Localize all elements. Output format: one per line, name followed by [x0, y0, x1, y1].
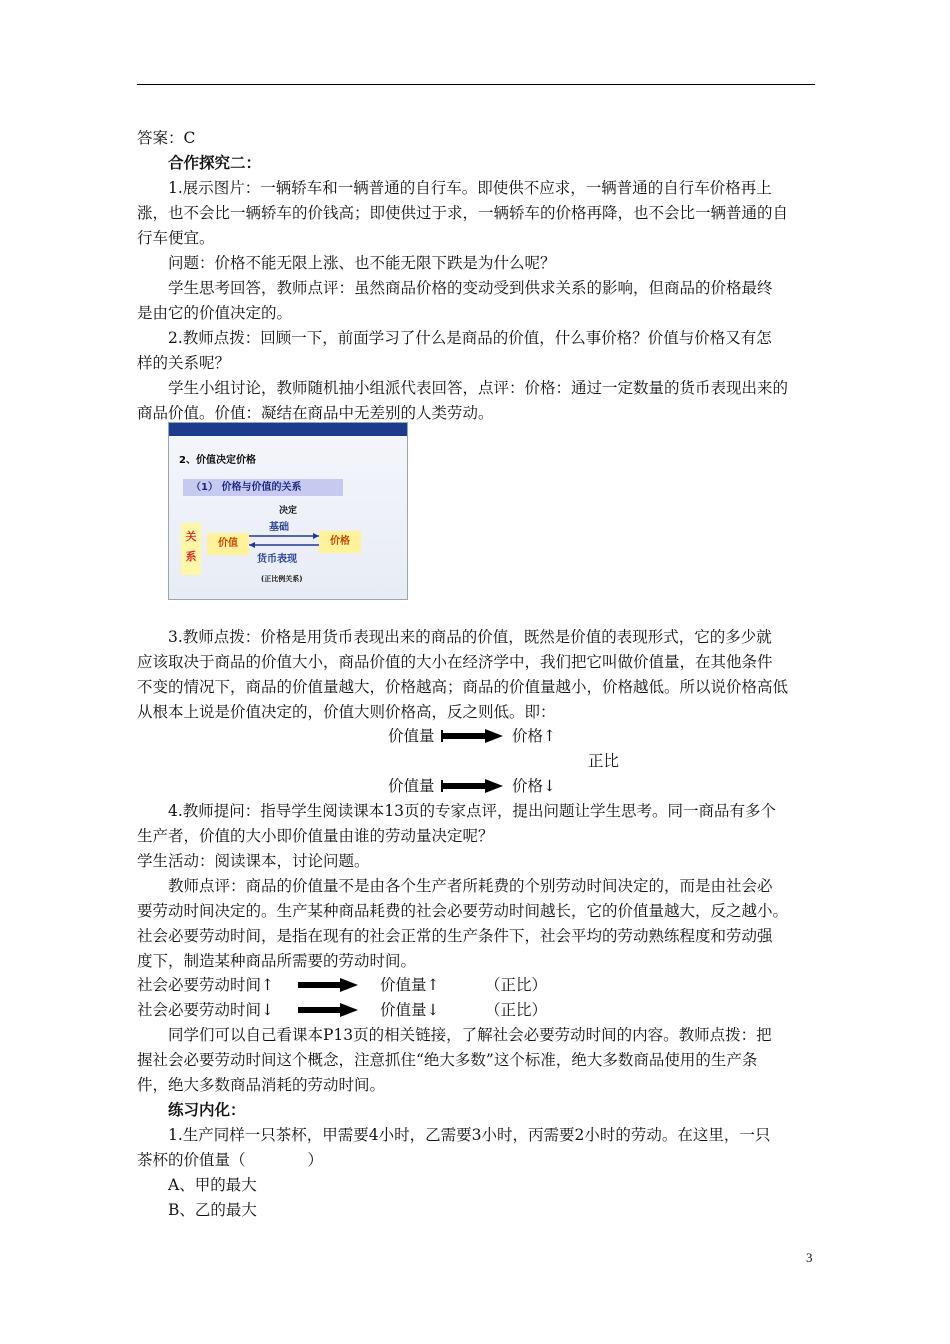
paragraph-line: 4.教师提问：指导学生阅读课本13页的专家点评，提出问题让学生思考。同一商品有多个 — [168, 802, 777, 820]
formula-arrow-icon — [441, 729, 505, 743]
paragraph-line: 应该取决于商品的价值大小，商品价值的大小在经济学中，我们把它叫做价值量，在其他条件 — [137, 653, 773, 671]
question-line: 问题：价格不能无限上涨、也不能无限下跌是为什么呢？ — [168, 254, 556, 272]
paragraph-line: 样的关系呢？ — [137, 354, 231, 372]
formula-value-down: 价值量 — [388, 777, 435, 795]
formula2-row1-left: 社会必要劳动时间↑ — [137, 976, 274, 994]
formula2-row1-mid: 价值量↑ — [380, 976, 440, 994]
paragraph-line: 要劳动时间决定的。生产某种商品耗费的社会必要劳动时间越长，它的价值量越大，反之越小。 — [137, 902, 789, 920]
paragraph-line: 涨，也不会比一辆轿车的价钱高；即使供过于求，一辆轿车的价格再降，也不会比一辆普通的自 — [137, 204, 789, 222]
formula-price-up: 价格↑ — [512, 727, 556, 745]
paragraph-line: 1.展示图片：一辆轿车和一辆普通的自行车。即使供不应求，一辆普通的自行车价格再上 — [168, 179, 772, 197]
paragraph-line: 同学们可以自己看课本P13页的相关链接，了解社会必要劳动时间的内容。教师点拨：把 — [168, 1026, 772, 1044]
formula-price-down: 价格↓ — [512, 777, 556, 795]
slide-note-proportional: (正比例关系) — [261, 575, 303, 583]
paragraph-line: 不变的情况下，商品的价值量越大，价格越高；商品的价值量越小，价格越低。所以说价格高低 — [137, 678, 789, 696]
slide-subtitle: （1） 价格与价值的关系 — [183, 479, 343, 496]
formula2-row2-mid: 价值量↓ — [380, 1001, 440, 1019]
paragraph-line: 度下，制造某种商品所需要的劳动时间。 — [137, 952, 417, 970]
formula-value-up: 价值量 — [388, 727, 435, 745]
formula2-row2-right: （正比） — [485, 1001, 548, 1019]
paragraph-line: 3.教师点拨：价格是用货币表现出来的商品的价值，既然是价值的表现形式，它的多少就 — [168, 628, 772, 646]
slide-header-bar — [169, 423, 407, 436]
paragraph-line: 学生活动：阅读课本，讨论问题。 — [137, 852, 370, 870]
option-a: A、甲的最大 — [168, 1176, 257, 1194]
section-heading-cooperative-inquiry: 合作探究二： — [168, 153, 262, 172]
section-heading-practice: 练习内化： — [168, 1100, 246, 1119]
question-line: 1.生产同样一只茶杯，甲需要4小时，乙需要3小时，丙需要2小时的劳动。在这里，一只 — [168, 1126, 771, 1144]
slide-box-value: 价值 — [207, 533, 249, 555]
formula-arrow-icon — [441, 779, 505, 793]
paragraph-line: 握社会必要劳动时间这个概念，注意抓住“绝大多数”这个标准，绝大多数商品使用的生产条 — [137, 1051, 758, 1069]
answer-line: 答案：C — [137, 129, 196, 147]
slide-box-price: 价格 — [319, 531, 361, 553]
paragraph-line: 商品价值。价值：凝结在商品中无差别的人类劳动。 — [137, 404, 494, 422]
header-rule — [137, 84, 815, 85]
paragraph-line: 社会必要劳动时间，是指在现有的社会正常的生产条件下，社会平均的劳动熟练程度和劳动强 — [137, 927, 773, 945]
slide-image-value-determines-price — [168, 422, 408, 600]
slide-label-relation: 关 系 — [181, 523, 201, 575]
formula2-arrow-icon — [298, 1003, 360, 1017]
formula-proportional-label: 正比 — [588, 752, 620, 770]
page-number: 3 — [806, 1250, 813, 1265]
paragraph-line: 生产者，价值的大小即价值量由谁的劳动量决定呢？ — [137, 827, 494, 845]
paragraph-line: 学生小组讨论，教师随机抽小组派代表回答，点评：价格：通过一定数量的货币表现出来的 — [168, 379, 789, 397]
paragraph-line: 从根本上说是价值决定的，价值大则价格高，反之则低。即： — [137, 703, 556, 721]
option-b: B、乙的最大 — [168, 1201, 257, 1219]
paragraph-line: 教师点评：商品的价值量不是由各个生产者所耗费的个别劳动时间决定的，而是由社会必 — [168, 877, 773, 895]
formula2-arrow-icon — [298, 978, 360, 992]
question-line: 茶杯的价值量（ ） — [137, 1151, 324, 1169]
paragraph-line: 件，绝大多数商品消耗的劳动时间。 — [137, 1076, 386, 1094]
paragraph-line: 行车便宜。 — [137, 229, 215, 247]
formula2-row1-right: （正比） — [485, 976, 548, 994]
paragraph-line: 是由它的价值决定的。 — [137, 304, 293, 322]
slide-label-basis: 基础 — [269, 522, 289, 533]
slide-double-arrow — [247, 531, 323, 551]
formula2-row2-left: 社会必要劳动时间↓ — [137, 1001, 274, 1019]
slide-label-decide: 决定 — [279, 506, 298, 516]
paragraph-line: 2.教师点拨：回顾一下，前面学习了什么是商品的价值，什么事价格？价值与价格又有怎 — [168, 329, 772, 347]
slide-title: 2、价值决定价格 — [179, 455, 256, 466]
slide-label-money-expression: 货币表现 — [257, 554, 297, 565]
paragraph-line: 学生思考回答，教师点评：虽然商品价格的变动受到供求关系的影响，但商品的价格最终 — [168, 279, 773, 297]
